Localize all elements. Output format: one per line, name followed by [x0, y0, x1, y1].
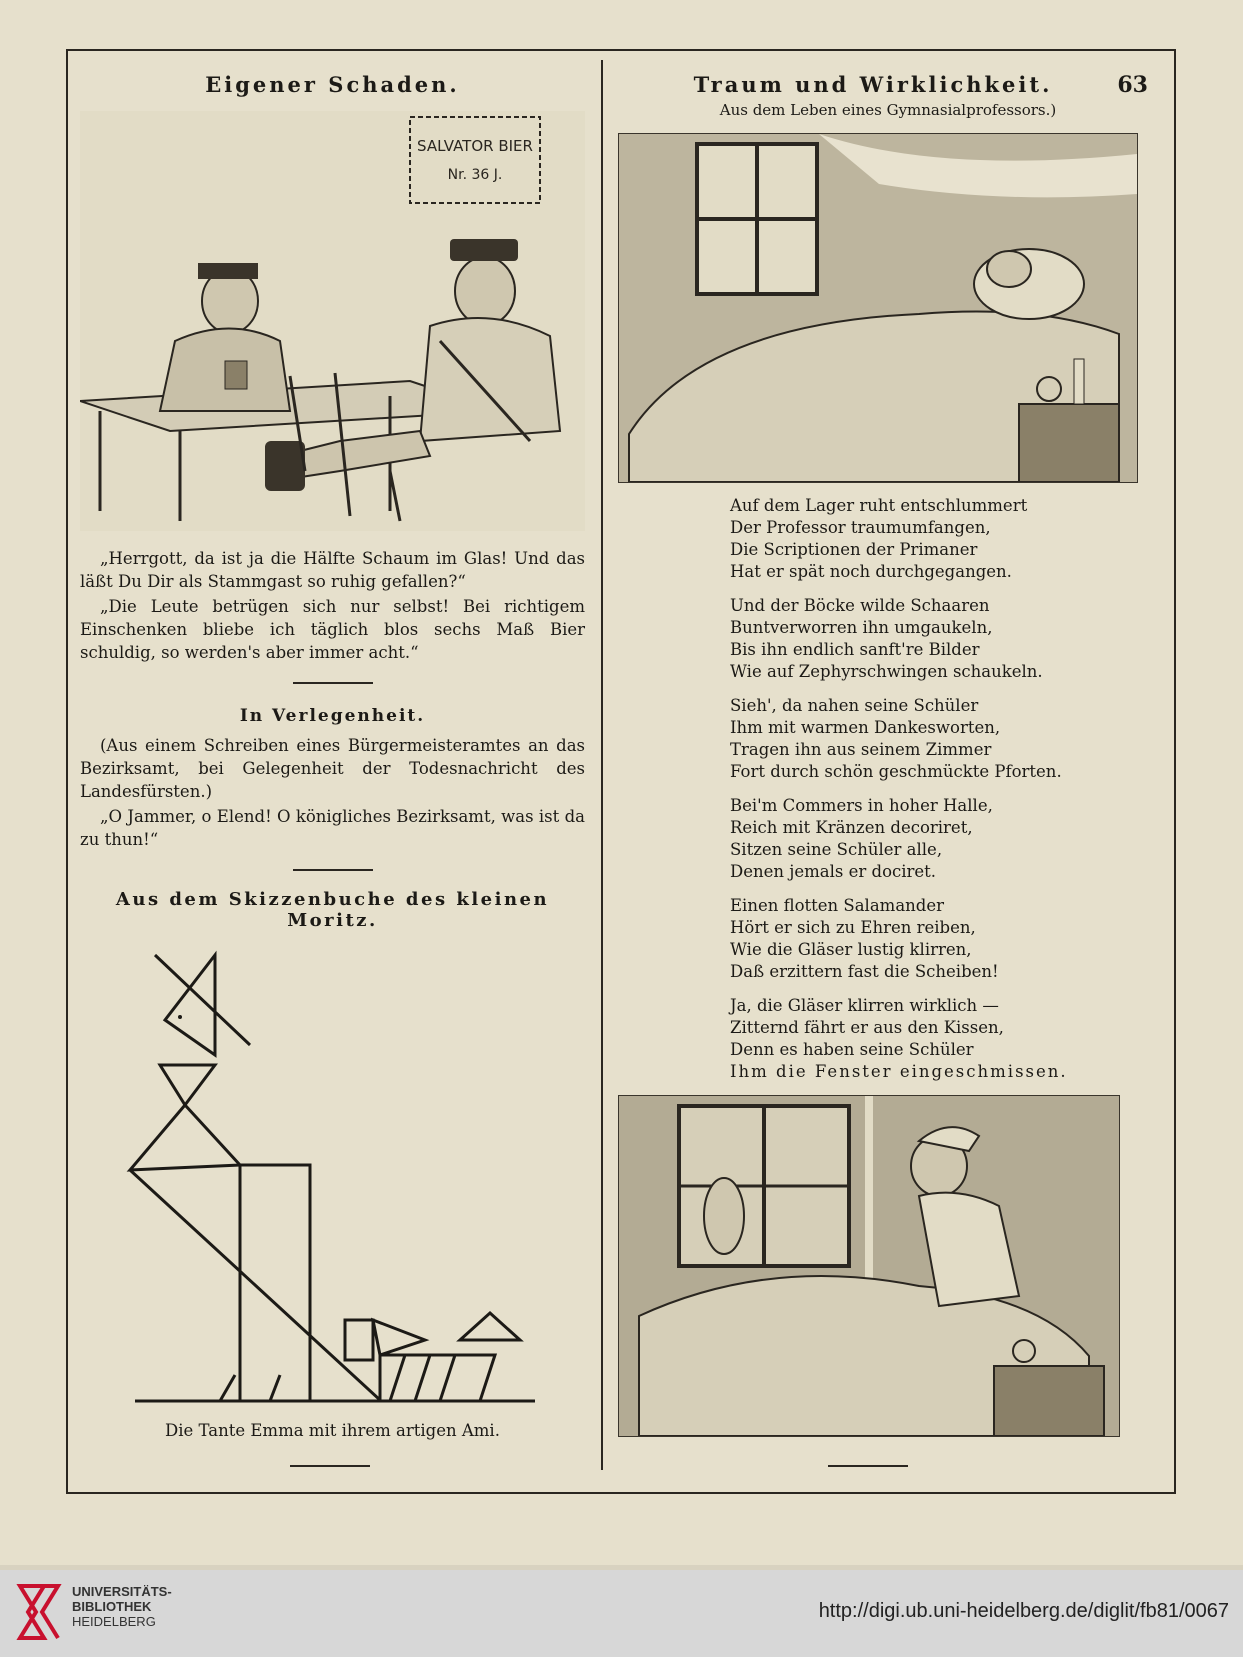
poem-line: Bei'm Commers in hoher Halle, [730, 796, 993, 815]
poem-line: Buntverworren ihn umgaukeln, [730, 618, 993, 637]
poem-line: Fort durch schön geschmückte Pforten. [730, 762, 1062, 781]
bottom-rule-left [290, 1465, 370, 1467]
poem-line: Hört er sich zu Ehren reiben, [730, 918, 976, 937]
poem-line: Ihm die Fenster eingeschmissen. [730, 1062, 1068, 1081]
verlegenheit-quote: „O Jammer, o Elend! O königliches Bezirksamt, was ist da zu thun!“ [80, 807, 585, 849]
section-rule [293, 682, 373, 684]
poem-line: Wie auf Zephyrschwingen schaukeln. [730, 662, 1043, 681]
stanza-4 [730, 795, 1158, 883]
figure-caption: Die Tante Emma mit ihrem artigen Ami. [165, 1421, 500, 1440]
library-name [72, 1584, 172, 1629]
poem-line: Denn es haben seine Schüler [730, 1040, 974, 1059]
poem-line: Einen flotten Salamander [730, 896, 945, 915]
sign-number: Nr. 36 J. [447, 167, 503, 183]
stanza-5 [730, 895, 1158, 983]
stanza-1 [730, 495, 1158, 583]
illustration-reality [618, 1095, 1120, 1437]
page-number: 63 [1117, 72, 1148, 98]
poem-line: Denen jemals er dociret. [730, 862, 937, 881]
library-logo-icon[interactable] [14, 1582, 62, 1642]
dialogue-paragraph-2: „Die Leute betrügen sich nur selbst! Bei richtigem Einschenken bliebe ich täglich blos sechs Maß Bier schuldig, so werden's aber immer acht.“ [80, 597, 585, 662]
poem-line: Sieh', da nahen seine Schüler [730, 696, 979, 715]
stanza-6 [730, 995, 1158, 1083]
left-column [80, 62, 585, 1440]
library-name-line-2: BIBLIOTHEK [72, 1599, 152, 1614]
poem-line: Der Professor traumumfangen, [730, 518, 991, 537]
column-divider [601, 60, 603, 1470]
title-in-verlegenheit: In Verlegenheit. [239, 706, 426, 726]
poem-line: Ja, die Gläser klirren wirklich — [730, 996, 999, 1015]
poem-line: Zitternd fährt er aus den Kissen, [730, 1018, 1004, 1037]
poem-line: Auf dem Lager ruht entschlummert [730, 496, 1028, 515]
poem [730, 495, 1158, 1083]
poem-line: Und der Böcke wilde Schaaren [730, 596, 990, 615]
illustration-tavern [80, 111, 585, 531]
poem-line: Reich mit Kränzen decoriret, [730, 818, 973, 837]
poem-line: Bis ihn endlich sanft're Bilder [730, 640, 980, 659]
illustration-dream [618, 133, 1138, 483]
title-skizzenbuch: Aus dem Skizzenbuche des kleinen Moritz. [115, 889, 550, 931]
title-traum-und-wirklichkeit: Traum und Wirklichkeit. [693, 72, 1053, 97]
poem-line: Tragen ihn aus seinem Zimmer [730, 740, 992, 759]
bottom-rule-right [828, 1465, 908, 1467]
section-rule [293, 869, 373, 871]
right-column [618, 62, 1158, 1437]
poem-subtitle: Aus dem Leben eines Gymnasialprofessors.) [719, 101, 1057, 119]
title-eigener-schaden: Eigener Schaden. [205, 72, 460, 97]
sign-text: SALVATOR BIER [417, 137, 533, 155]
library-name-line-3: HEIDELBERG [72, 1614, 156, 1629]
dialogue-paragraph-1: „Herrgott, da ist ja die Hälfte Schaum im Glas! Und das läßt Du Dir als Stammgast so ruhig gefallen?“ [80, 549, 585, 591]
stanza-2 [730, 595, 1158, 683]
stanza-3 [730, 695, 1158, 783]
permalink-url[interactable]: http://digi.ub.uni-heidelberg.de/diglit/fb81/0067 [818, 1600, 1229, 1622]
poem-line: Daß erzittern fast die Scheiben! [730, 962, 999, 981]
verlegenheit-intro: (Aus einem Schreiben eines Bürgermeisteramtes an das Bezirksamt, bei Gelegenheit der Todesnachricht des Landesfürsten.) [80, 736, 585, 801]
library-name-line-1: UNIVERSITÄTS- [72, 1584, 172, 1599]
poem-line: Die Scriptionen der Primaner [730, 540, 978, 559]
poem-line: Sitzen seine Schüler alle, [730, 840, 943, 859]
poem-line: Hat er spät noch durchgegangen. [730, 562, 1012, 581]
poem-line: Wie die Gläser lustig klirren, [730, 940, 972, 959]
viewer-footer [0, 1570, 1243, 1657]
poem-line: Ihm mit warmen Dankesworten, [730, 718, 1001, 737]
illustration-stick-figure [80, 945, 585, 1415]
